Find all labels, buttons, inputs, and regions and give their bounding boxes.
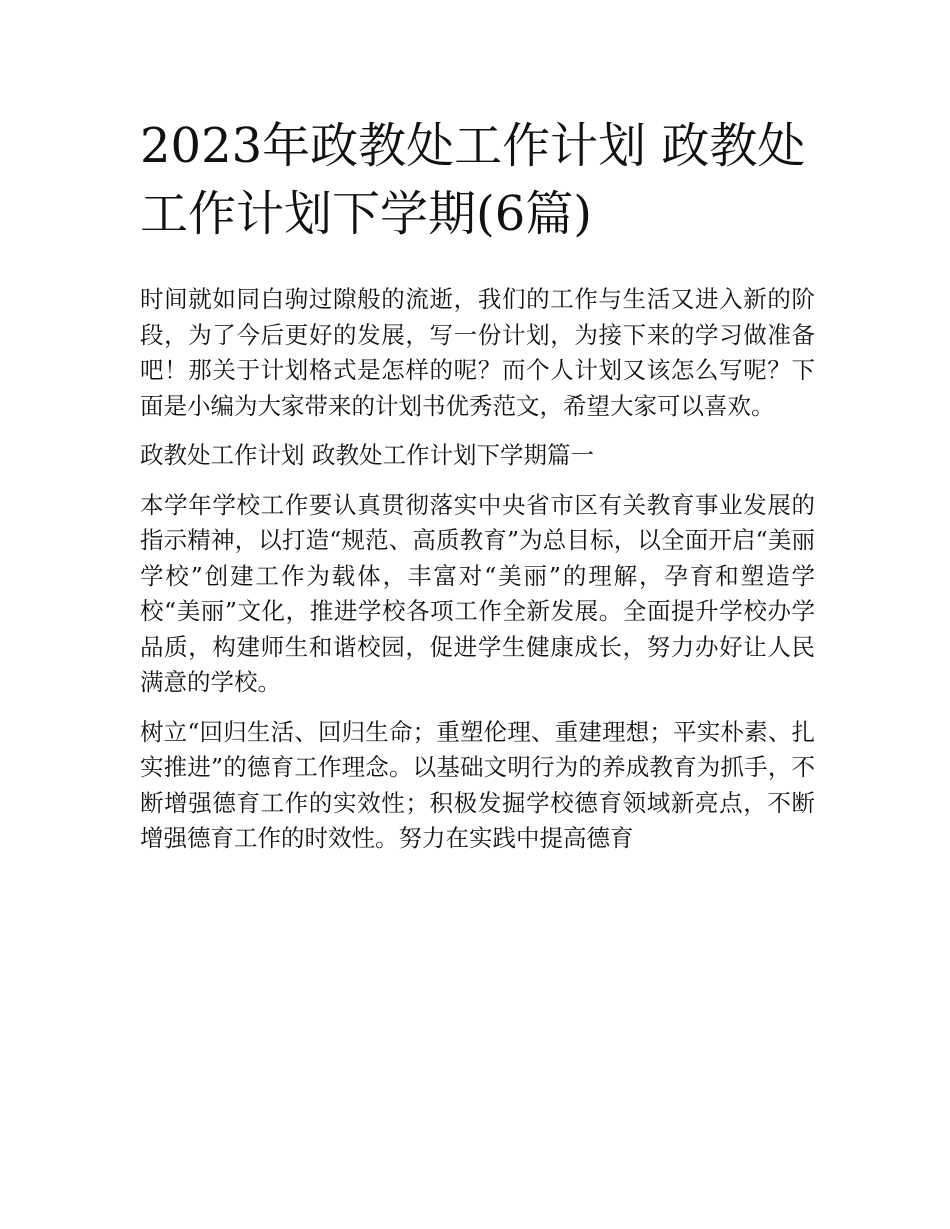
intro-paragraph: 时间就如同白驹过隙般的流逝，我们的工作与生活又进入新的阶段，为了今后更好的发展，写一份计划，为接下来的学习做准备吧！那关于计划格式是怎样的呢？而个人计划又该怎么写呢？下面是小编为大家带来的计划书优秀范文，希望大家可以喜欢。: [140, 285, 815, 420]
body-paragraph: 树立“回归生活、回归生命；重塑伦理、重建理想；平实朴素、扎实推进”的德育工作理念。以基础文明行为的养成教育为抓手，不断增强德育工作的实效性；积极发掘学校德育领域新亮点，不断增强德育工作的时效性。努力在实践中提高德育: [140, 717, 815, 852]
section-heading: 政教处工作计划 政教处工作计划下学期篇一: [140, 441, 594, 469]
document-body: [140, 282, 815, 871]
body-paragraph: 本学年学校工作要认真贯彻落实中央省市区有关教育事业发展的指示精神，以打造“规范、高质教育”为总目标，以全面开启“美丽学校”创建工作为载体，丰富对“美丽”的理解，孕育和塑造学校“美丽”文化，推进学校各项工作全新发展。全面提升学校办学品质，构建师生和谐校园，促进学生健康成长，努力办好让人民满意的学校。: [140, 490, 815, 696]
document-title: 2023年政教处工作计划 政教处工作计划下学期(6篇): [140, 118, 806, 242]
